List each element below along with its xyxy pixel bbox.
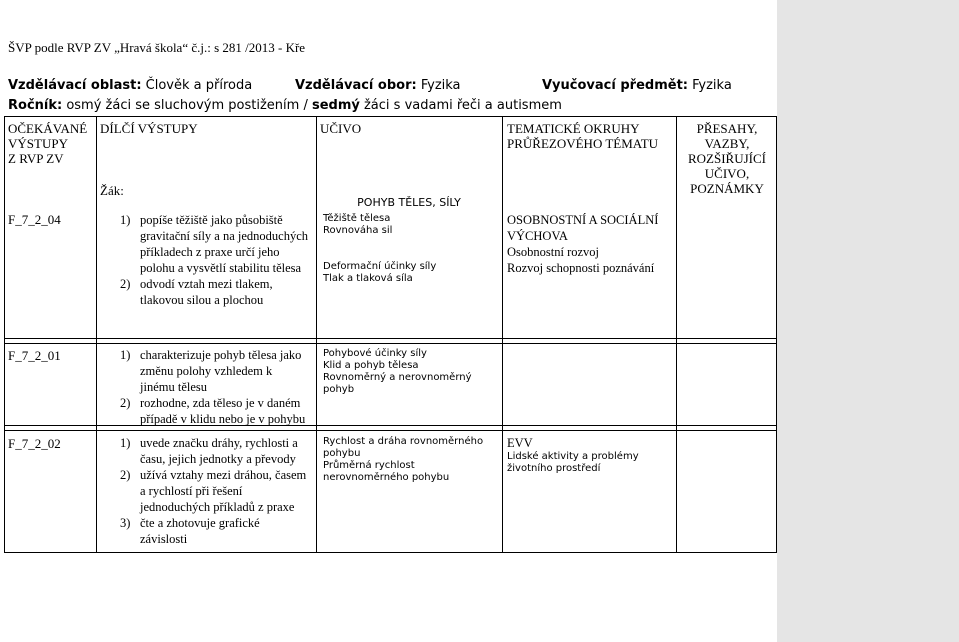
outcome-text: popíše těžiště jako působiště gravitační síly a na jednoduchých příkladech z praxe určí jeho polohu a vysvětlí stabilitu tělesa [140, 213, 308, 275]
theme-line: Rozvoj schopnosti poznávání [507, 261, 655, 275]
outcome-number: 2) [120, 396, 131, 410]
outcome-text: charakterizuje pohyb tělesa jako změnu polohy vzhledem k jinému tělesu [140, 348, 302, 394]
header-line: VAZBY, [704, 136, 750, 151]
education-field-label: Vzdělávací obor: [295, 78, 417, 93]
row-divider [4, 343, 777, 344]
section-title: POHYB TĚLES, SÍLY [357, 196, 461, 209]
curriculum-content [323, 436, 483, 484]
content-line: nerovnoměrného pohybu [323, 472, 450, 483]
theme-line: Osobnostní rozvoj [507, 245, 600, 259]
document-margin-area [777, 0, 959, 642]
outcome-text: odvodí vztah mezi tlakem, tlakovou silou a plochou [140, 277, 273, 307]
content-line: pohyb [323, 384, 355, 395]
outcome-list [120, 347, 310, 427]
header-expected-outcomes [8, 121, 87, 166]
header-line: OČEKÁVANÉ [8, 121, 88, 136]
outcome-item [120, 395, 310, 427]
header-partial-outcomes: DÍLČÍ VÝSTUPY [100, 121, 198, 136]
header-student-label: Žák: [100, 183, 124, 198]
education-area-label: Vzdělávací oblast: [8, 78, 142, 93]
outcome-number: 3) [120, 516, 131, 530]
outcome-list [120, 435, 310, 547]
cross-curricular-theme [507, 435, 639, 475]
content-line: Rovnováha sil [323, 225, 393, 236]
row-code: F_7_2_02 [8, 436, 61, 451]
outcome-item [120, 276, 310, 308]
content-line: Rovnoměrný a nerovnoměrný [323, 372, 472, 383]
outcome-text: čte a zhotovuje grafické závislosti [140, 516, 260, 546]
outcome-number: 1) [120, 436, 131, 450]
row-divider [4, 338, 777, 339]
outcome-item [120, 212, 310, 276]
subject [542, 78, 732, 93]
outcome-item [120, 435, 310, 467]
outcome-text: užívá vztahy mezi dráhou, časem a rychlostí při řešení jednoduchých příkladů z praxe [140, 468, 307, 514]
row-divider [4, 430, 777, 431]
curriculum-content [323, 348, 472, 396]
table-border-top [4, 116, 777, 117]
header-line: TEMATICKÉ OKRUHY [507, 121, 640, 136]
theme-line: Lidské aktivity a problémy [507, 451, 639, 462]
content-line: Tlak a tlaková síla [323, 273, 413, 284]
program-reference: ŠVP podle RVP ZV „Hravá škola“ č.j.: s 281 /2013 - Kře [8, 40, 306, 55]
theme-line: VÝCHOVA [507, 229, 568, 243]
row-code: F_7_2_04 [8, 212, 61, 227]
table-border-bottom [4, 552, 777, 553]
education-field-value: Fyzika [416, 78, 461, 93]
curriculum-content [323, 213, 436, 285]
outcome-item [120, 347, 310, 395]
header-line: PRŮŘEZOVÉHO TÉMATU [507, 136, 659, 151]
outcome-text: rozhodne, zda těleso je v daném případě v klidu nebo je v pohybu [140, 396, 306, 426]
outcome-number: 2) [120, 468, 131, 482]
subject-value: Fyzika [687, 78, 732, 93]
header-curriculum: UČIVO [320, 121, 362, 136]
content-line: Rychlost a dráha rovnoměrného [323, 436, 484, 447]
header-cross-curricular [507, 121, 658, 151]
header-line: UČIVO, [704, 166, 750, 181]
header-overlaps-notes [680, 121, 774, 196]
grade-value-b: sedmý [311, 98, 360, 113]
theme-line: životního prostředí [507, 463, 601, 474]
grade-line [8, 98, 562, 113]
column-divider [502, 116, 503, 553]
column-divider [96, 116, 97, 553]
row-code: F_7_2_01 [8, 348, 61, 363]
cross-curricular-theme [507, 212, 658, 276]
content-line: Těžiště tělesa [323, 213, 391, 224]
content-line: Pohybové účinky síly [323, 348, 427, 359]
grade-value-a: osmý žáci se sluchovým postižením / [62, 98, 312, 113]
education-area-value: Člověk a příroda [141, 78, 253, 93]
subject-label: Vyučovací předmět: [542, 78, 688, 93]
outcome-list [120, 212, 310, 308]
grade-label: Ročník: [8, 98, 63, 113]
outcome-number: 2) [120, 277, 131, 291]
header-line: ROZŠIŘUJÍCÍ [687, 151, 766, 166]
column-divider [676, 116, 677, 553]
outcome-item [120, 467, 310, 515]
header-line: VÝSTUPY [8, 136, 68, 151]
content-line: Klid a pohyb tělesa [323, 360, 419, 371]
column-divider [4, 116, 5, 553]
content-line: Deformační účinky síly [323, 261, 437, 272]
outcome-text: uvede značku dráhy, rychlosti a času, jejich jednotky a převody [140, 436, 298, 466]
column-divider [776, 116, 777, 553]
header-line: PŘESAHY, [696, 121, 758, 136]
grade-value-c: žáci s vadami řeči a autismem [359, 98, 562, 113]
column-divider [316, 116, 317, 553]
education-area [8, 78, 252, 93]
outcome-number: 1) [120, 348, 131, 362]
theme-line: OSOBNOSTNÍ A SOCIÁLNÍ [507, 213, 659, 227]
outcome-item [120, 515, 310, 547]
education-field [295, 78, 461, 93]
outcome-number: 1) [120, 213, 131, 227]
content-line: pohybu [323, 448, 361, 459]
content-line: Průměrná rychlost [323, 460, 415, 471]
header-line: Z RVP ZV [8, 151, 64, 166]
theme-line: EVV [507, 436, 533, 450]
header-line: POZNÁMKY [690, 181, 764, 196]
